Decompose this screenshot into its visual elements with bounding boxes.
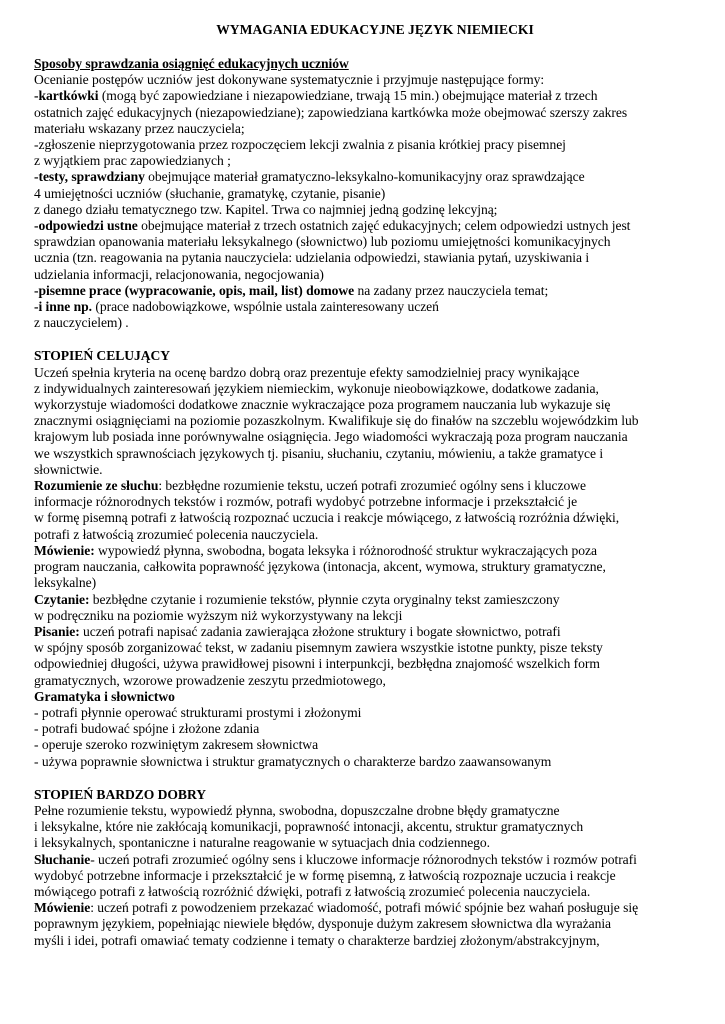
line-text: gramatycznych, wzorowe prowadzenie zeszytu przedmiotowego, bbox=[34, 672, 386, 688]
line-text: w formę pisemną potrafi z łatwością rozpoznać uczucia i reakcje mówiącego, z łatwością rozróżnia dźwięki, bbox=[34, 510, 620, 526]
text-line bbox=[34, 737, 696, 753]
line-text: - używa poprawnie słownictwa i struktur gramatycznych o charakterze bardzo zaawansowanym bbox=[34, 753, 552, 769]
line-text: materiału wskazany przez nauczyciela; bbox=[34, 120, 245, 136]
line-text: potrafi z łatwością zrozumieć polecenia nauczyciela. bbox=[34, 526, 319, 542]
section-heading: STOPIEŃ BARDZO DOBRY bbox=[34, 786, 207, 802]
line-text: leksykalne) bbox=[34, 575, 97, 591]
bold-term: Czytanie: bbox=[34, 591, 90, 607]
section-2 bbox=[34, 787, 696, 949]
text-line bbox=[34, 868, 696, 884]
text-line bbox=[34, 218, 696, 234]
line-text: krajowym lub posiada inne porównywalne osiągnięcia. Jego wiadomości wykraczają poza program nauczania bbox=[34, 429, 628, 445]
line-text: program nauczania, całkowita poprawność językowa (intonacja, akcent, wymowa, struktury gramatyczne, bbox=[34, 559, 606, 575]
text-line bbox=[34, 429, 696, 445]
line-text: we wszystkich sprawnościach językowych tj. pisaniu, słuchaniu, czytaniu, mówieniu, a także gramatyce i bbox=[34, 445, 604, 461]
text-line bbox=[34, 413, 696, 429]
text-line bbox=[34, 754, 696, 770]
text-line bbox=[34, 315, 696, 331]
text-line bbox=[34, 705, 696, 721]
text-line bbox=[34, 186, 696, 202]
line-text: sprawdzian opanowania materiału leksykalnego (słownictwo) lub poziomu umiejętności komunikacyjnych bbox=[34, 234, 611, 250]
bold-term: Mówienie: bbox=[34, 542, 95, 558]
line-text: ucznia (tzn. reagowania na pytania nauczyciela: udzielania odpowiedzi, stawiania pytań, uzyskiwania i bbox=[34, 250, 590, 266]
text-line bbox=[34, 88, 696, 104]
document-title: WYMAGANIA EDUKACYJNE JĘZYK NIEMIECKI bbox=[216, 22, 534, 37]
text-line bbox=[34, 267, 696, 283]
section-heading: STOPIEŃ CELUJĄCY bbox=[34, 348, 171, 364]
text-line bbox=[34, 689, 696, 705]
text-line bbox=[34, 527, 696, 543]
line-text: -zgłoszenie nieprzygotowania przez rozpoczęciem lekcji zwalnia z pisania krótkiej pracy pisemnej bbox=[34, 137, 566, 153]
line-text: - potrafi płynnie operować strukturami prostymi i złożonymi bbox=[34, 704, 362, 720]
text-line bbox=[34, 478, 696, 494]
text-line bbox=[34, 608, 696, 624]
document-body bbox=[34, 56, 696, 949]
text-line bbox=[34, 656, 696, 672]
section-1 bbox=[34, 348, 696, 769]
line-text: znacznymi osiągnięciami na poziomie pozaszkolnym. Kwalifikuje się do finałów na szczeblu wojewódzkim lub bbox=[34, 413, 639, 429]
line-text: Pełne rozumienie tekstu, wypowiedź płynna, swobodna, dopuszczalne drobne błędy gramatyczne bbox=[34, 802, 560, 818]
line-text: mówiącego potrafi z łatwością rozróżnić dźwięki, potrafi z łatwością zrozumieć polecenia nauczyciela. bbox=[34, 883, 591, 899]
text-line bbox=[34, 510, 696, 526]
section-0 bbox=[34, 56, 696, 331]
line-text: Uczeń spełnia kryteria na ocenę bardzo dobrą oraz prezentuje efekty samodzielniej pracy wynikające bbox=[34, 364, 580, 380]
text-line bbox=[34, 299, 696, 315]
line-text: na zadany przez nauczyciela temat; bbox=[354, 282, 549, 298]
text-line bbox=[34, 592, 696, 608]
line-text: wydobyć potrzebne informacje i przekształcić je w formę pisemną, z łatwością rozpoznaje uczucia i reakcje bbox=[34, 867, 616, 883]
line-text: z indywidualnych zainteresowań językiem niemieckim, wykonuje nieobowiązkowe, dodatkowe zadania, bbox=[34, 380, 599, 396]
text-line bbox=[34, 462, 696, 478]
text-line bbox=[34, 137, 696, 153]
text-line bbox=[34, 933, 696, 949]
bold-term: Gramatyka i słownictwo bbox=[34, 688, 175, 704]
text-line bbox=[34, 543, 696, 559]
line-text: udzielania informacji, relacjonowania, negocjowania) bbox=[34, 266, 324, 282]
line-text: poprawnym językiem, popełniając niewiele błędów, dysponuje dużym zakresem słownictwa dla wyrażania bbox=[34, 916, 612, 932]
text-line bbox=[34, 250, 696, 266]
text-line bbox=[34, 819, 696, 835]
line-text: z nauczycielem) . bbox=[34, 315, 129, 331]
text-line bbox=[34, 835, 696, 851]
text-line bbox=[34, 365, 696, 381]
line-text: w podręczniku na poziomie wyższym niż wykorzystywany na lekcji bbox=[34, 607, 403, 623]
line-text: obejmujące materiał gramatyczno-leksykalno-komunikacyjny oraz sprawdzające bbox=[144, 169, 585, 185]
text-line bbox=[34, 803, 696, 819]
text-line bbox=[34, 283, 696, 299]
text-line bbox=[34, 494, 696, 510]
line-text: uczeń potrafi napisać zadania zawierająca złożone struktury i bogate słownictwo, potrafi bbox=[79, 623, 561, 639]
text-line bbox=[34, 169, 696, 185]
line-text: bezbłędne czytanie i rozumienie tekstów, płynnie czyta oryginalny tekst zamieszczony bbox=[89, 591, 560, 607]
bold-term: -testy, sprawdziany bbox=[34, 169, 145, 185]
line-text: z danego działu tematycznego tzw. Kapitel. Trwa co najmniej jedną godzinę lekcyjną; bbox=[34, 201, 498, 217]
line-text: z wyjątkiem prac zapowiedzianych ; bbox=[34, 153, 231, 169]
section-heading: Sposoby sprawdzania osiągnięć edukacyjnych uczniów bbox=[34, 56, 349, 71]
bold-term: Pisanie: bbox=[34, 623, 80, 639]
line-text: wypowiedź płynna, swobodna, bogata leksyka i różnorodność struktur wykraczających poza bbox=[94, 542, 597, 558]
bold-term: -pisemne prace (wypracowanie, opis, mail, list) domowe bbox=[34, 282, 355, 298]
line-text: 4 umiejętności uczniów (słuchanie, gramatykę, czytanie, pisanie) bbox=[34, 185, 386, 201]
line-text: obejmujące materiał z trzech ostatnich zajęć edukacyjnych; celem odpowiedzi ustnych jest bbox=[137, 218, 631, 234]
text-line bbox=[34, 446, 696, 462]
line-text: (prace nadobowiązkowe, wspólnie ustala zainteresowany uczeń bbox=[92, 299, 439, 315]
text-line bbox=[34, 721, 696, 737]
text-line bbox=[34, 105, 696, 121]
line-text: informacje różnorodnych tekstów i rozmów, potrafi wydobyć potrzebne informacje i przekształcić je bbox=[34, 494, 578, 510]
line-text: - potrafi budować spójne i złożone zdania bbox=[34, 721, 260, 737]
text-line bbox=[34, 381, 696, 397]
line-text: odpowiedniej długości, używa prawidłowej pisowni i interpunkcji, bezbłędna znajomość wszelkich form bbox=[34, 656, 600, 672]
line-text: w spójny sposób zorganizować tekst, w zadaniu pisemnym zawiera wszystkie istotne punkty, pisze teksty bbox=[34, 640, 603, 656]
text-line bbox=[34, 397, 696, 413]
text-line bbox=[34, 916, 696, 932]
line-text: i leksykalnych, spontaniczne i naturalne reagowanie w sytuacjach dnia codziennego. bbox=[34, 835, 491, 851]
bold-term: -odpowiedzi ustne bbox=[34, 218, 138, 234]
line-text: ostatnich zajęć edukacyjnych (niezapowiedziane); zapowiedziana kartkówka może obejmować szerszy zakres bbox=[34, 104, 628, 120]
text-line bbox=[34, 153, 696, 169]
bold-term: -kartkówki bbox=[34, 88, 99, 104]
text-line bbox=[34, 640, 696, 656]
bold-term: Słuchanie bbox=[34, 851, 91, 867]
text-line bbox=[34, 72, 696, 88]
text-line bbox=[34, 852, 696, 868]
text-line bbox=[34, 202, 696, 218]
bold-term: Mówienie bbox=[34, 900, 91, 916]
text-line bbox=[34, 121, 696, 137]
line-text: wykorzystuje wiadomości dodatkowe znacznie wykraczające poza programem nauczania lub wykazuje się bbox=[34, 397, 611, 413]
text-line bbox=[34, 884, 696, 900]
line-text: myśli i idei, potrafi omawiać tematy codzienne i tematy o charakterze bardziej złożonym/abstrakcyjnym, bbox=[34, 932, 600, 948]
line-text: - uczeń potrafi zrozumieć ogólny sens i kluczowe informacje różnorodnych tekstów i rozmów potrafi bbox=[90, 851, 637, 867]
line-text: - operuje szeroko rozwiniętym zakresem słownictwa bbox=[34, 737, 319, 753]
document-page bbox=[34, 22, 696, 949]
bold-term: Rozumienie ze słuchu bbox=[34, 478, 159, 494]
line-text: Ocenianie postępów uczniów jest dokonywane systematycznie i przyjmuje następujące formy: bbox=[34, 72, 545, 88]
line-text: słownictwie. bbox=[34, 461, 103, 477]
line-text: (mogą być zapowiedziane i niezapowiedziane, trwają 15 min.) obejmujące materiał z trzech bbox=[98, 88, 598, 104]
line-text: : bezbłędne rozumienie tekstu, uczeń potrafi zrozumieć ogólny sens i kluczowe bbox=[158, 478, 586, 494]
line-text: : uczeń potrafi z powodzeniem przekazać wiadomość, potrafi mówić spójnie bez wahań posługuje się bbox=[90, 900, 639, 916]
text-line bbox=[34, 673, 696, 689]
bold-term: -i inne np. bbox=[34, 299, 93, 315]
text-line bbox=[34, 624, 696, 640]
text-line bbox=[34, 900, 696, 916]
text-line bbox=[34, 575, 696, 591]
line-text: i leksykalne, które nie zakłócają komunikacji, poprawność intonacji, akcentu, struktur gramatycznych bbox=[34, 819, 584, 835]
text-line bbox=[34, 559, 696, 575]
text-line bbox=[34, 234, 696, 250]
